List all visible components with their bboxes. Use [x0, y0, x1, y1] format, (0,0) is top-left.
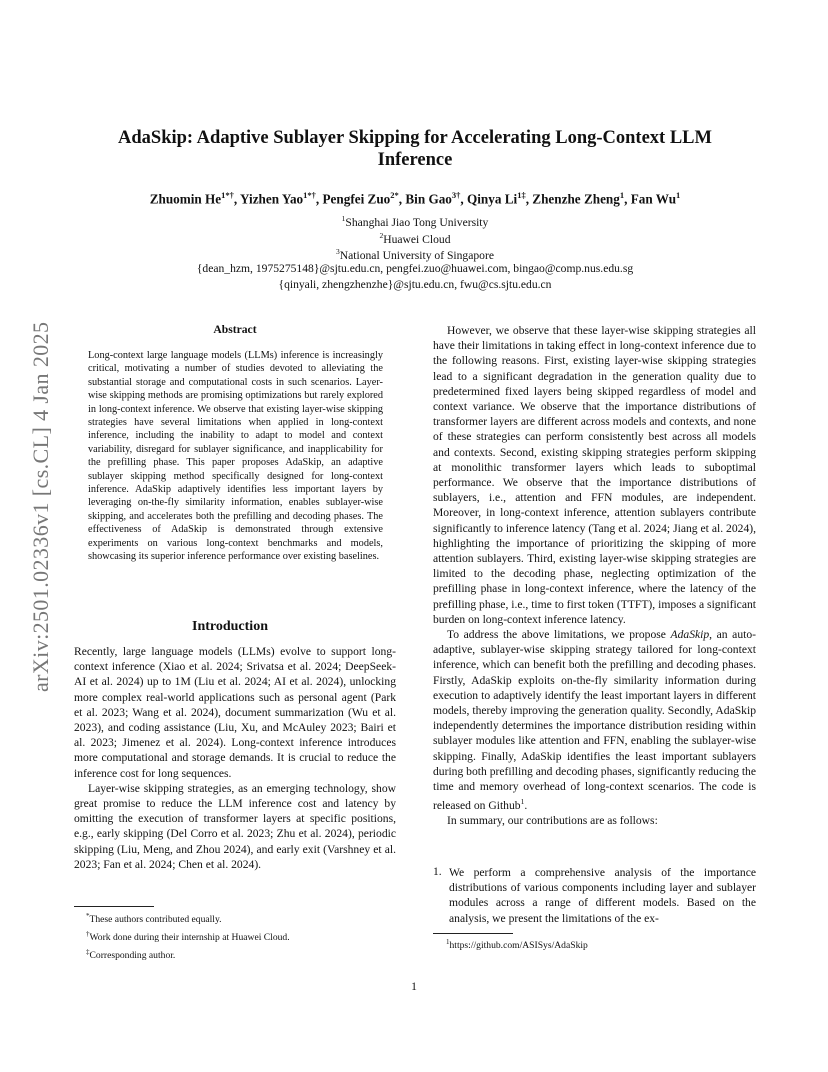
introduction-body — [74, 644, 396, 872]
footnote-divider — [74, 906, 154, 907]
author-name: Yizhen Yao — [240, 191, 304, 207]
paragraph: To address the above limitations, we propose AdaSkip, an auto-adaptive, sublayer-wise skipping strategy tailored for long-context inference, which can benefit both the prefilling and decoding phases. Firstly, AdaSkip exploits on-the-fly similarity information during execution to adaptively identify the least important layers in different models, thereby improving the generation quality. Secondly, AdaSkip independently determines the importance distribution residing within sublayer modules like attention and FFN, enabling the sublayer-wise skipping. Finally, AdaSkip identifies the least important sublayers during both prefilling and decoding phases, significantly reducing the time and memory overhead of long-context scenarios. The code is released on Github$^1$. — [433, 628, 756, 813]
paragraph: Recently, large language models (LLMs) evolve to support long-context inference (Xiao et al. 2024; Srivatsa et al. 2024; DeepSeek-AI et al. 2024) up to 1M (Liu et al. 2024; AI et al. 2024), unlocking more complex real-world applications such as personal agent (Park et al. 2023; Wang et al. 2024), document summarization (Wu et al. 2023), and coding assistance (Liu, Xu, and McAuley 2023; Bairi et al. 2023; Jimenez et al. 2024). Long-context inference introduces more computational and storage demands. It is crucial to reduce the inference cost for long sequences. — [74, 645, 396, 780]
arxiv-stamp: arXiv:2501.02336v1 [cs.CL] 4 Jan 2025 — [28, 321, 53, 692]
affiliation-1: $^1$Shanghai Jiao Tong University — [341, 214, 489, 229]
list-item-text: We perform a comprehensive analysis of the importance distributions of various components including layer and sublayer modules across a range of different models. Based on the analysis, we present the limitations of the ex- — [449, 866, 756, 925]
paragraph: However, we observe that these layer-wise skipping strategies all have their limitations in taking effect in long-context inference due to the following reasons. First, existing layer-wise skipping strategies lead to a significant degradation in the generation quality due to predetermined fixed layers being skipped regardless of model and context variance. We observe that the importance distributions of transformer layers are different across models and contexts, and none of these strategies can perform consistently best across all models and contexts. Second, existing skipping strategies perform skipping at monolithic transformer layers which leads to suboptimal performance. We observe that the importance distributions of sublayers, i.e., attention and FFN modules, are independent. Moreover, in long-context inference, attention sublayers contribute significantly to inference latency (Tang et al. 2024; Jiang et al. 2024), highlighting the importance of prioritizing the skipping of more attention sublayers. Third, existing layer-wise skipping strategies are limited to the decoding phase, neglecting optimization of the prefilling phase in long-context inference, where the latency of the prefilling phase, i.e., time to first token (TTFT), imposes a significant burden on long-context inference latency. — [433, 324, 756, 626]
author-marker: 1 — [619, 190, 625, 200]
affiliation-3: $^3$National University of Singapore — [336, 247, 494, 262]
author-name: Pengfei Zuo — [322, 191, 391, 207]
author-marker: 2* — [390, 190, 399, 200]
author-name: Bin Gao — [405, 191, 452, 207]
abstract-heading: Abstract — [213, 323, 257, 336]
paragraph: Layer-wise skipping strategies, as an emerging technology, show great promise to reduce the LLM inference cost and latency by omitting the execution of transformer layers at specific positions, e.g., early skipping (Del Corro et al. 2023; Zhu et al. 2024), periodic skipping (Liu, Meng, and Zhou 2024), and early exit (Varshney et al. 2023; Fan et al. 2024; Chen et al. 2024). — [74, 781, 396, 871]
footnote: *These authors contributed equally. — [86, 912, 222, 926]
author-name: Fan Wu — [630, 191, 677, 207]
method-name: AdaSkip — [670, 628, 710, 642]
author-marker: 1*† — [303, 190, 316, 200]
email-line-2: {qinyali, zhengzhenzhe}@sjtu.edu.cn, fwu@cs.sjtu.edu.cn — [278, 278, 552, 291]
abstract-text: Long-context large language models (LLMs) inference is increasingly critical, motivating a number of studies devoted to alleviating the substantial storage and computational costs in such scenarios. Layer-wise skipping methods are promising optimizations but rarely explored in long-context inference. We observe that existing layer-wise skipping strategies have several limitations when applied in long-context inference, including the inability to adapt to model and context variability, disregard for sublayer significance, and inapplicability for the prefilling phase. This paper proposes AdaSkip, an adaptive sublayer skipping method specifically designed for long-context inference. AdaSkip adaptively identifies less important layers by leveraging on-the-fly similarity information, enables sublayer-wise skipping, and accelerates both the prefilling and decoding phases. The effectiveness of AdaSkip is demonstrated through extensive experiments on various long-context benchmarks and models, showcasing its superior inference performance over existing baselines. — [88, 350, 383, 563]
author-name: Zhenzhe Zheng — [532, 191, 620, 207]
author-name: Qinya Li — [467, 191, 518, 207]
author-name: Zhuomin He — [149, 191, 222, 207]
author-marker: 1 — [676, 190, 681, 200]
author-list: Zhuomin $He^{1*\dagger}$, Yizhen Yao$^{1*\dagger}$, Pengfei Zuo$^{2*}$, Bin Gao$^{3\dagger}$, Qinya $Li^{1\ddagger}$, Zhenzhe Zheng$^1$, Fan Wu$^1$ — [149, 190, 681, 207]
list-number: 1. — [433, 865, 442, 878]
author-marker: 1*† — [221, 190, 234, 200]
footnote-url[interactable]: $^1$https://github.com/ASISys/AdaSkip — [446, 938, 588, 952]
footnote: †Work done during their internship at Huawei Cloud. — [86, 930, 290, 944]
page-number: 1 — [411, 980, 417, 993]
author-marker: 1‡ — [517, 190, 526, 200]
contribution-item — [433, 865, 756, 926]
email-line-1: {dean_hzm, 1975275148}@sjtu.edu.cn, pengfei.zuo@huawei.com, bingao@comp.nus.edu.sg — [196, 262, 634, 275]
footnote-divider — [433, 933, 513, 934]
footnote-ref[interactable]: 1 — [520, 797, 525, 807]
footnote: ‡Corresponding author. — [86, 948, 176, 962]
affiliation-2: $^2$Huawei Cloud — [379, 231, 451, 246]
paper-title: AdaSkip: Adaptive Sublayer Skipping for Accelerating Long-Context LLM Inference — [118, 128, 712, 170]
author-marker: 3† — [451, 190, 461, 200]
introduction-heading: Introduction — [192, 619, 268, 634]
paragraph: In summary, our contributions are as follows: — [447, 814, 658, 828]
footnotes — [86, 909, 406, 964]
right-column-body — [433, 323, 756, 829]
